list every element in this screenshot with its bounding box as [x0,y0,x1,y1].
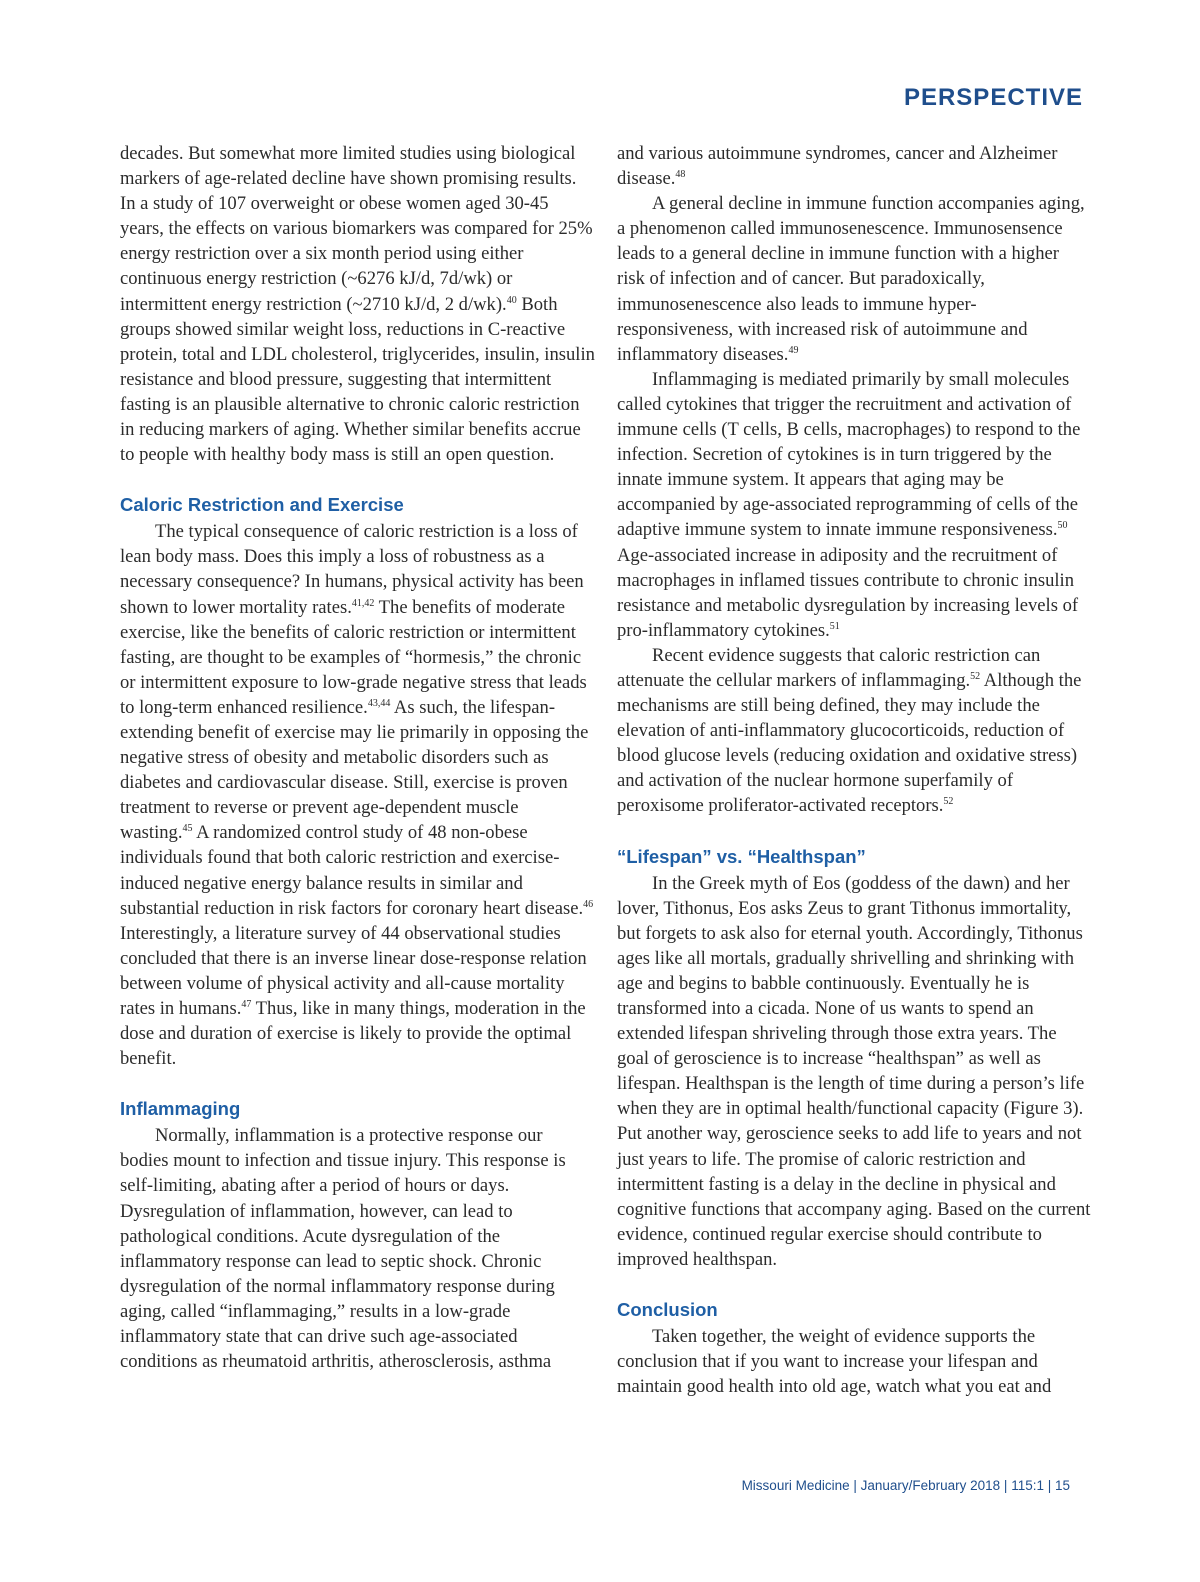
reference: 41,42 [351,597,375,609]
paragraph: A general decline in immune function accompanies aging, a phenomenon called immunosenescence. Immunosensence leads to a general decline in immune function with a higher risk of infection and of cancer. But paradoxically, immunosenescence also leads to immune hyper-responsiveness, with increased risk of autoimmune and inflammatory diseases.$^{49}$ [617,193,1085,365]
paragraph: and various autoimmune syndromes, cancer and Alzheimer disease.$^{48}$ [617,143,1058,190]
reference: 52 [970,670,981,682]
reference: 48 [675,169,686,181]
paragraph: decades. But somewhat more limited studies using biological markers of age-related decline have shown promising results. In a study of 107 overweight or obese women aged 30-45 years, the effects on various biomarkers was compared for 25% energy restriction over a six month period using either continuous energy restriction (~6276 kJ/d, 7d/wk) or intermittent energy restriction (~2710 kJ/d, 2 d/wk).$^{40}$ Both groups showed similar weight loss, reductions in C-reactive protein, total and LDL cholesterol, triglycerides, insulin, insulin resistance and blood pressure, suggesting that intermittent fasting is an plausible alternative to chronic caloric restriction in reducing markers of aging. Whether similar benefits accrue to people with healthy body mass is still an open question. [120,143,595,466]
section-heading-inflammaging: Inflammaging [120,1098,241,1120]
page-footer: Missouri Medicine | January/February 2018 | 115:1 | 15 [741,1478,1070,1493]
paragraph: Inflammaging is mediated primarily by small molecules called cytokines that trigger the recruitment and activation of immune cells (T cells, B cells, macrophages) to respond to the infection. Secretion of cytokines is in turn triggered by the innate immune system. It appears that aging may be accompanied by age-associated reprogramming of cells of the adaptive immune system to innate immune responsiveness.$^{50}$ Age-associated increase in adiposity and the recruitment of macrophages in inflamed tissues contribute to chronic insulin resistance and metabolic dysregulation by increasing levels of pro-inflammatory cytokines.$^{51}$ [617,368,1081,641]
section-heading-caloric-restriction: Caloric Restriction and Exercise [120,494,404,516]
section-heading-lifespan-healthspan: “Lifespan” vs. “Healthspan” [617,845,866,867]
reference: 40 [506,294,517,306]
paragraph: Normally, inflammation is a protective response our bodies mount to infection and tissue injury. This response is self-limiting, abating after a period of hours or days. Dysregulation of inflammation, however, can lead to pathological conditions. Acute dysregulation of the inflammatory response can lead to septic shock. Chronic dysregulation of the normal inflammatory response during aging, called “inflammaging,” results in a low-grade inflammatory state that can drive such age-associated conditions as rheumatoid arthritis, atherosclerosis, asthma [120,1125,566,1373]
paragraph: Taken together, the weight of evidence supports the conclusion that if you want to increase your lifespan and maintain good health into old age, watch what you eat and [617,1326,1052,1398]
reference: 47 [241,999,252,1010]
paragraph: The typical consequence of caloric restriction is a loss of lean body mass. Does this imply a loss of robustness as a necessary consequence? In humans, physical activity has been shown to lower mortality rates.$^{41,42}$ The benefits of moderate exercise, like the benefits of caloric restriction or intermittent fasting, are thought to be examples of “hormesis,” the chronic or intermittent exposure to low-grade negative stress that leads to long-term enhanced resilience.$^{43,44}$ As such, the lifespan-extending benefit of exercise may lie primarily in opposing the negative stress of obesity and metabolic disorders such as diabetes and cardiovascular disease. Still, exercise is proven treatment to reverse or prevent age-dependent muscle wasting.$^{45}$ A randomized control study of 48 non-obese individuals found that both caloric restriction and exercise-induced negative energy balance results in similar and substantial reduction in risk factors for coronary heart disease.$^{46}$ Interestingly, a literature survey of 44 observational studies concluded that there is an inverse linear dose-response relation between volume of physical activity and all-cause mortality rates in humans.$^{47}$ Thus, like in many things, moderation in the dose and duration of exercise is likely to provide the optimal benefit. [120,521,594,1070]
section-heading-conclusion: Conclusion [617,1299,718,1321]
reference: 49 [788,344,799,356]
reference: 45 [182,823,193,835]
reference: 46 [583,898,594,910]
section-label: PERSPECTIVE [903,84,1083,111]
reference: 51 [829,620,840,632]
reference: 52 [943,796,954,808]
paragraph: In the Greek myth of Eos (goddess of the dawn) and her lover, Tithonus, Eos asks Zeus to grant Tithonus immortality, but forgets to ask also for eternal youth. Accordingly, Tithonus ages like all mortals, gradually shrivelling and shrinking with age and begins to babble continuously. Eventually he is transformed into a cicada. None of us wants to spend an extended lifespan shriveling through those extra years. The goal of geroscience is to increase “healthspan” as well as lifespan. Healthspan is the length of time during a person’s life when they are in optimal health/functional capacity (Figure 3). Put another way, geroscience seeks to add life to years and not just years to life. The promise of caloric restriction and intermittent fasting is a delay in the decline in physical and cognitive functions that accompany aging. Based on the current evidence, continued regular exercise should contribute to improved healthspan. [617,872,1091,1270]
paragraph: Recent evidence suggests that caloric restriction can attenuate the cellular markers of inflammaging.$^{52}$ Although the mechanisms are still being defined, they may include the elevation of anti-inflammatory glucocorticoids, reduction of blood glucose levels (reducing oxidation and oxidative stress) and activation of the nuclear hormone superfamily of peroxisome proliferator-activated receptors.$^{52}$ [617,644,1082,817]
right-column [617,141,1091,1399]
reference: 50 [1057,520,1068,532]
left-column [120,141,595,1374]
reference: 43,44 [367,697,391,709]
